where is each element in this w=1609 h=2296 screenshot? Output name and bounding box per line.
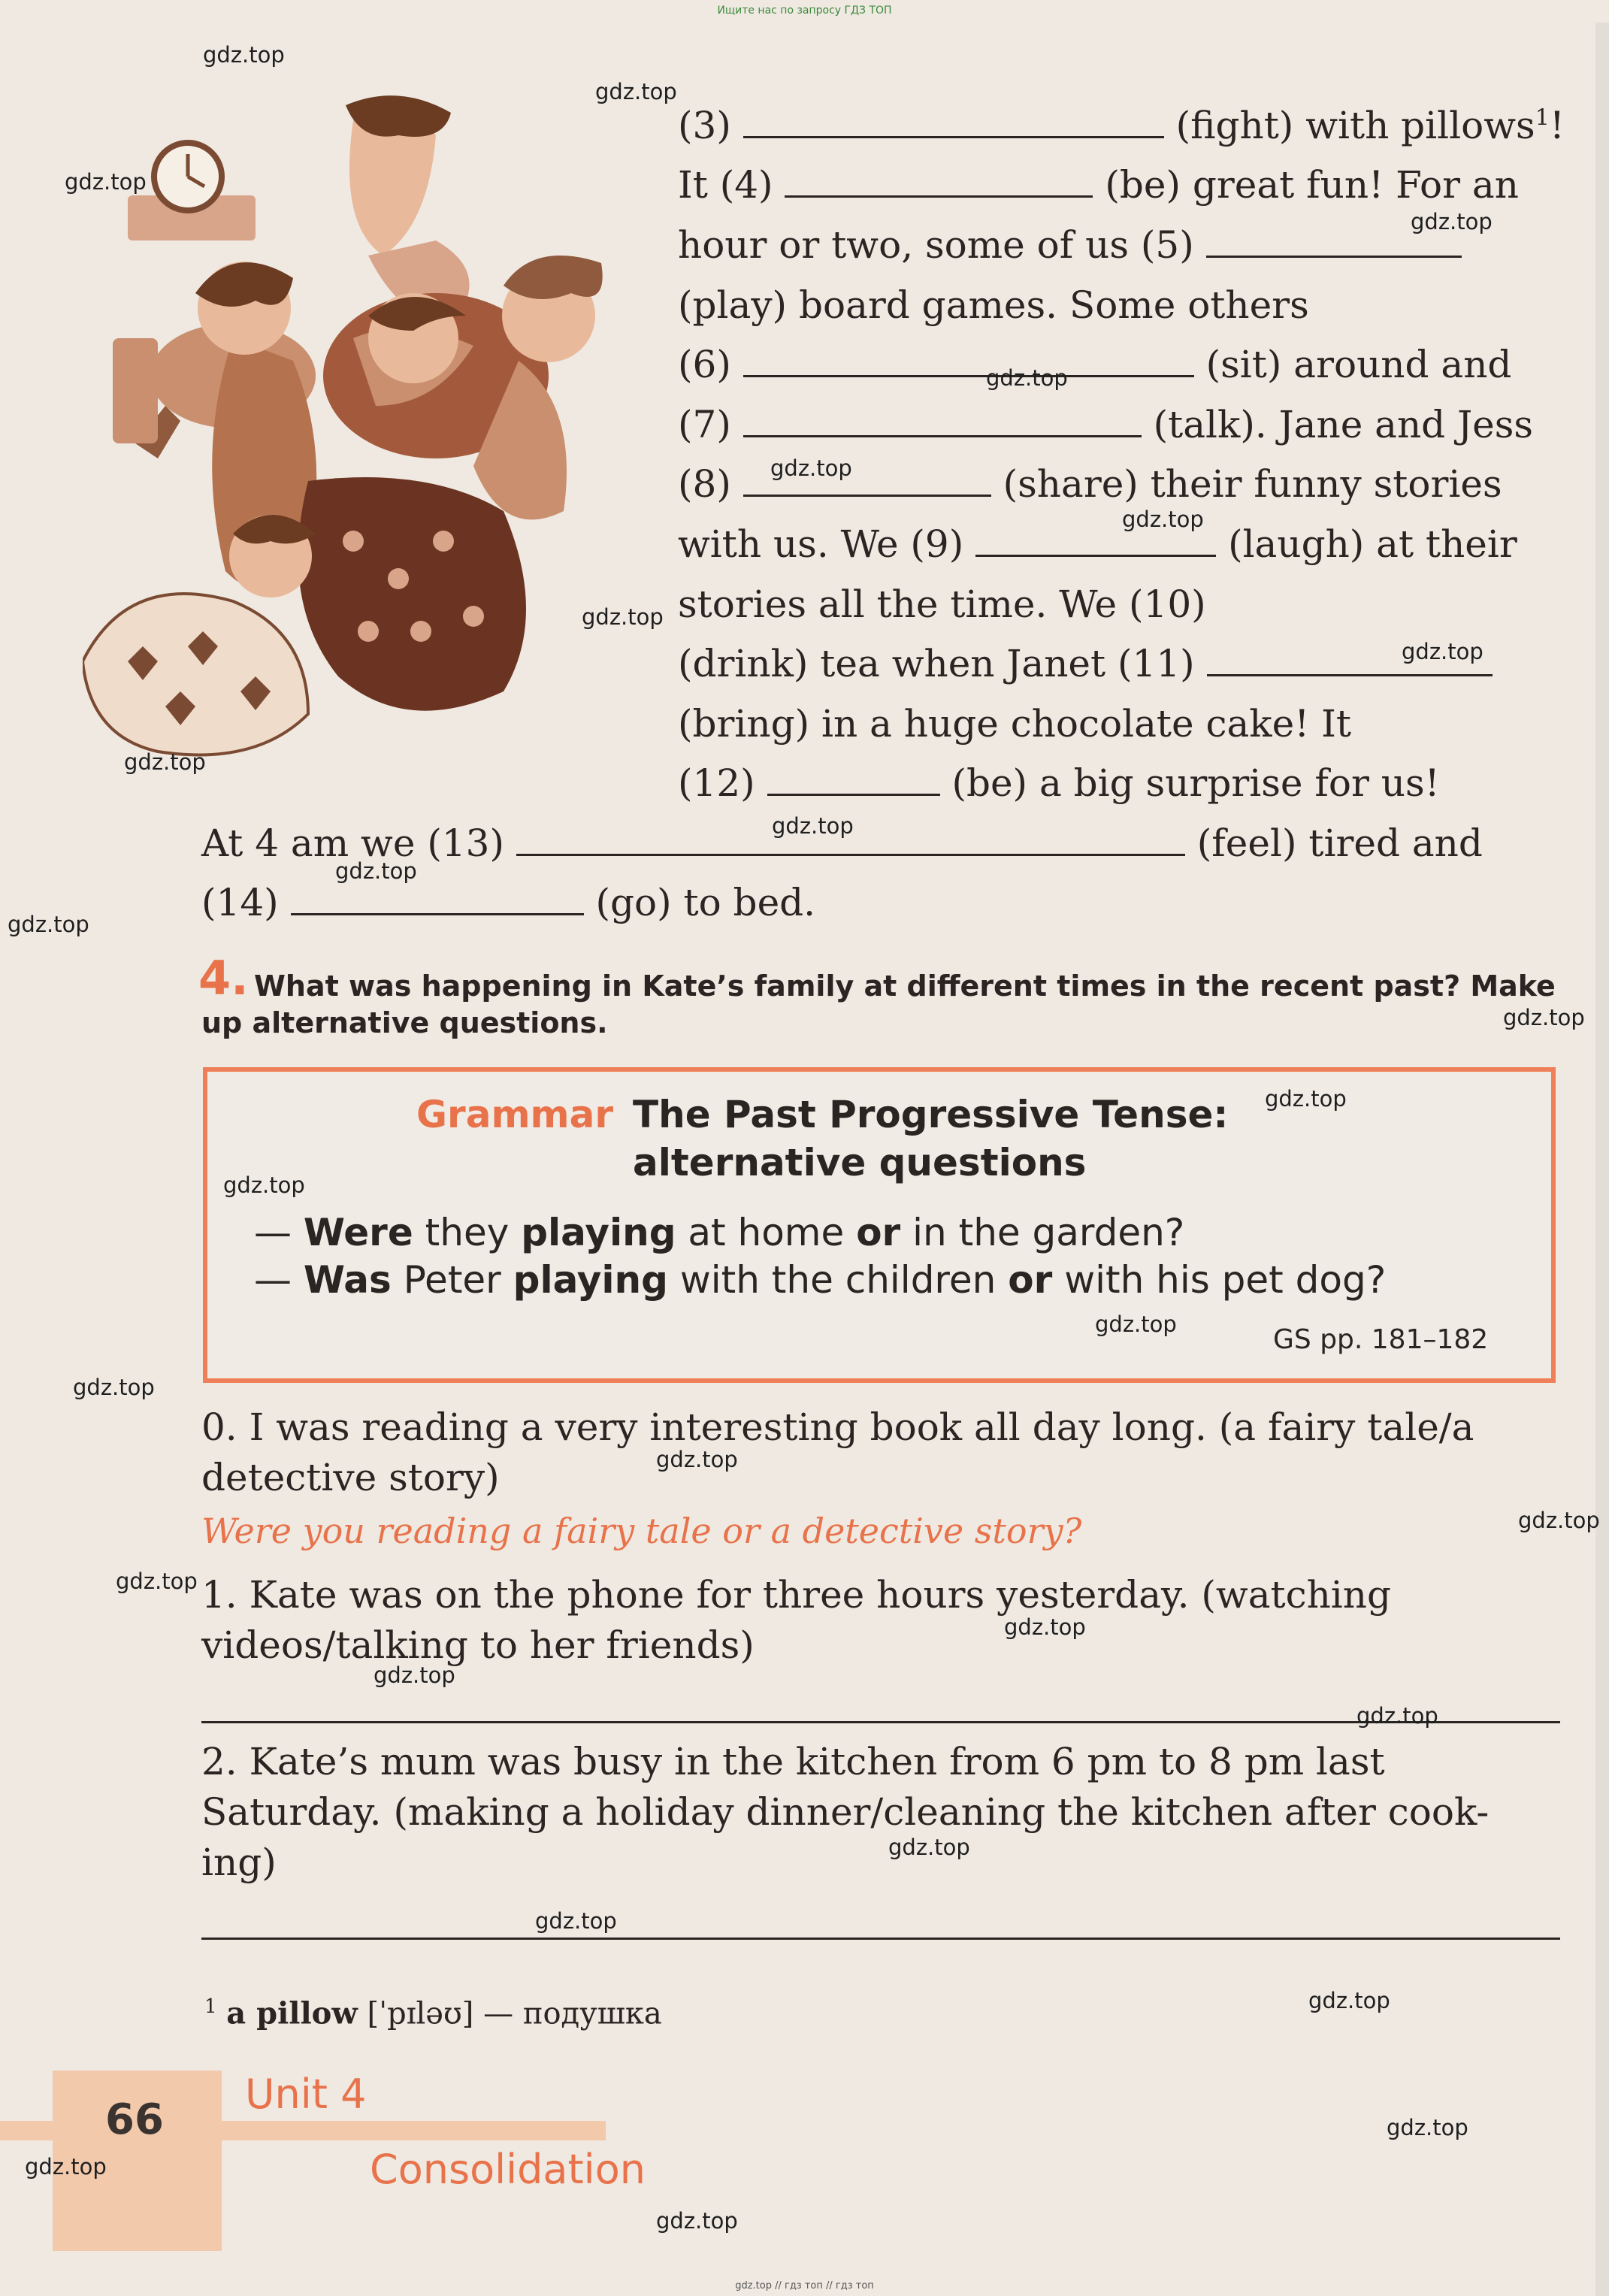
story-line-8: with us. We (9) (laugh) at their [678, 522, 1517, 566]
answer-blank-9[interactable] [975, 554, 1216, 557]
answer-blank-13[interactable] [516, 853, 1185, 856]
story-line-14: (14) (go) to bed. [201, 881, 816, 924]
section-title: Consolidation [370, 2146, 646, 2193]
page-edge-shadow [1595, 23, 1609, 2296]
watermark: gdz.top [374, 1662, 455, 1688]
watermark: gdz.top [1095, 1311, 1177, 1337]
page-number: 66 [105, 2095, 164, 2144]
footnote: $^1$ a pillow [ˈpɪləʊ] — подушка [204, 1995, 662, 2031]
watermark: gdz.top [1004, 1614, 1086, 1640]
answer-blank-14[interactable] [291, 912, 584, 915]
watermark: gdz.top [1308, 1988, 1390, 2013]
top-note: Ищите нас по запросу ГДЗ ТОП [717, 5, 892, 17]
story-line-4: (play) board games. Some others [678, 283, 1309, 327]
item-2-line-3: ing) [201, 1841, 277, 1884]
story-line-1: (3) (fight) with pillows$^1$! [678, 104, 1565, 147]
children-pillow-fight-illustration [83, 90, 676, 797]
exercise-instruction-line-2: up alternative questions. [201, 1006, 608, 1039]
watermark: gdz.top [888, 1835, 970, 1860]
answer-blank-3[interactable] [743, 135, 1164, 138]
item-0-line-2: detective story) [201, 1456, 500, 1499]
story-line-11: (bring) in a huge chocolate cake! It [678, 702, 1352, 746]
watermark: gdz.top [223, 1172, 305, 1198]
sample-answer: Were you reading a fairy tale or a detective story? [201, 1511, 1082, 1551]
answer-blank-5[interactable] [1206, 255, 1462, 258]
watermark: gdz.top [1402, 639, 1483, 664]
watermark: gdz.top [335, 858, 417, 884]
exercise-instruction-line-1: What was happening in Kate’s family at different times in the recent past? Make [254, 970, 1556, 1003]
watermark: gdz.top [986, 365, 1068, 391]
story-line-7: (8) (share) their funny stories [678, 462, 1502, 506]
answer-blank-6[interactable] [743, 374, 1194, 377]
watermark: gdz.top [535, 1908, 617, 1934]
grammar-example-1: — Were they playing at home or in the garden? [254, 1211, 1185, 1254]
watermark: gdz.top [770, 455, 852, 481]
watermark: gdz.top [124, 749, 206, 775]
watermark: gdz.top [73, 1375, 155, 1400]
story-line-13: At 4 am we (13) (feel) tired and [201, 821, 1483, 865]
watermark: gdz.top [116, 1568, 198, 1594]
watermark: gdz.top [1356, 1703, 1438, 1729]
bottom-note: gdz.top // гдз топ // гдз топ [735, 2280, 874, 2291]
watermark: gdz.top [772, 813, 854, 839]
watermark: gdz.top [8, 912, 89, 937]
item-1-line-2: videos/talking to her friends) [201, 1623, 755, 1667]
watermark: gdz.top [1411, 209, 1493, 234]
watermark: gdz.top [656, 1447, 738, 1472]
item-2-line-1: 2. Kate’s mum was busy in the kitchen from 6 pm to 8 pm last [201, 1740, 1385, 1783]
watermark: gdz.top [1265, 1086, 1347, 1112]
story-line-3: hour or two, some of us (5) [678, 223, 1462, 267]
story-line-10: (drink) tea when Janet (11) [678, 642, 1493, 685]
watermark: gdz.top [1122, 507, 1204, 532]
answer-blank-12[interactable] [767, 793, 940, 796]
watermark: gdz.top [25, 2154, 107, 2180]
answer-blank-4[interactable] [785, 195, 1093, 198]
grammar-example-2: — Was Peter playing with the children or with his pet dog? [254, 1258, 1387, 1302]
grammar-title-line-1: The Past Progressive Tense: [633, 1093, 1229, 1136]
watermark: gdz.top [595, 79, 677, 104]
answer-blank-11[interactable] [1207, 673, 1493, 676]
watermark: gdz.top [1387, 2115, 1468, 2140]
item-0-line-1: 0. I was reading a very interesting book all day long. (a fairy tale/a [201, 1405, 1474, 1449]
story-line-5: (6) (sit) around and [678, 343, 1512, 386]
item-1-line-1: 1. Kate was on the phone for three hours yesterday. (watching [201, 1573, 1392, 1617]
watermark: gdz.top [656, 2208, 738, 2234]
story-line-2: It (4) (be) great fun! For an [678, 163, 1519, 207]
grammar-box [203, 1067, 1556, 1383]
answer-blank-8[interactable] [743, 494, 991, 497]
unit-title: Unit 4 [245, 2071, 367, 2118]
watermark: gdz.top [582, 604, 664, 630]
answer-line-2[interactable] [201, 1938, 1560, 1940]
item-2-line-2: Saturday. (making a holiday dinner/cleaning the kitchen after cook- [201, 1790, 1490, 1834]
story-line-12: (12) (be) a big surprise for us! [678, 761, 1440, 805]
grammar-title-line-2: alternative questions [633, 1141, 1087, 1184]
grammar-reference: GS pp. 181–182 [1273, 1324, 1489, 1355]
watermark: gdz.top [1503, 1005, 1585, 1030]
exercise-number: 4. [198, 951, 249, 1006]
grammar-label: Grammar [416, 1093, 614, 1136]
watermark: gdz.top [203, 42, 285, 68]
watermark: gdz.top [1518, 1508, 1600, 1533]
watermark: gdz.top [65, 169, 147, 195]
story-line-6: (7) (talk). Jane and Jess [678, 403, 1534, 446]
story-line-9: stories all the time. We (10) [678, 582, 1206, 626]
answer-blank-7[interactable] [743, 434, 1142, 437]
